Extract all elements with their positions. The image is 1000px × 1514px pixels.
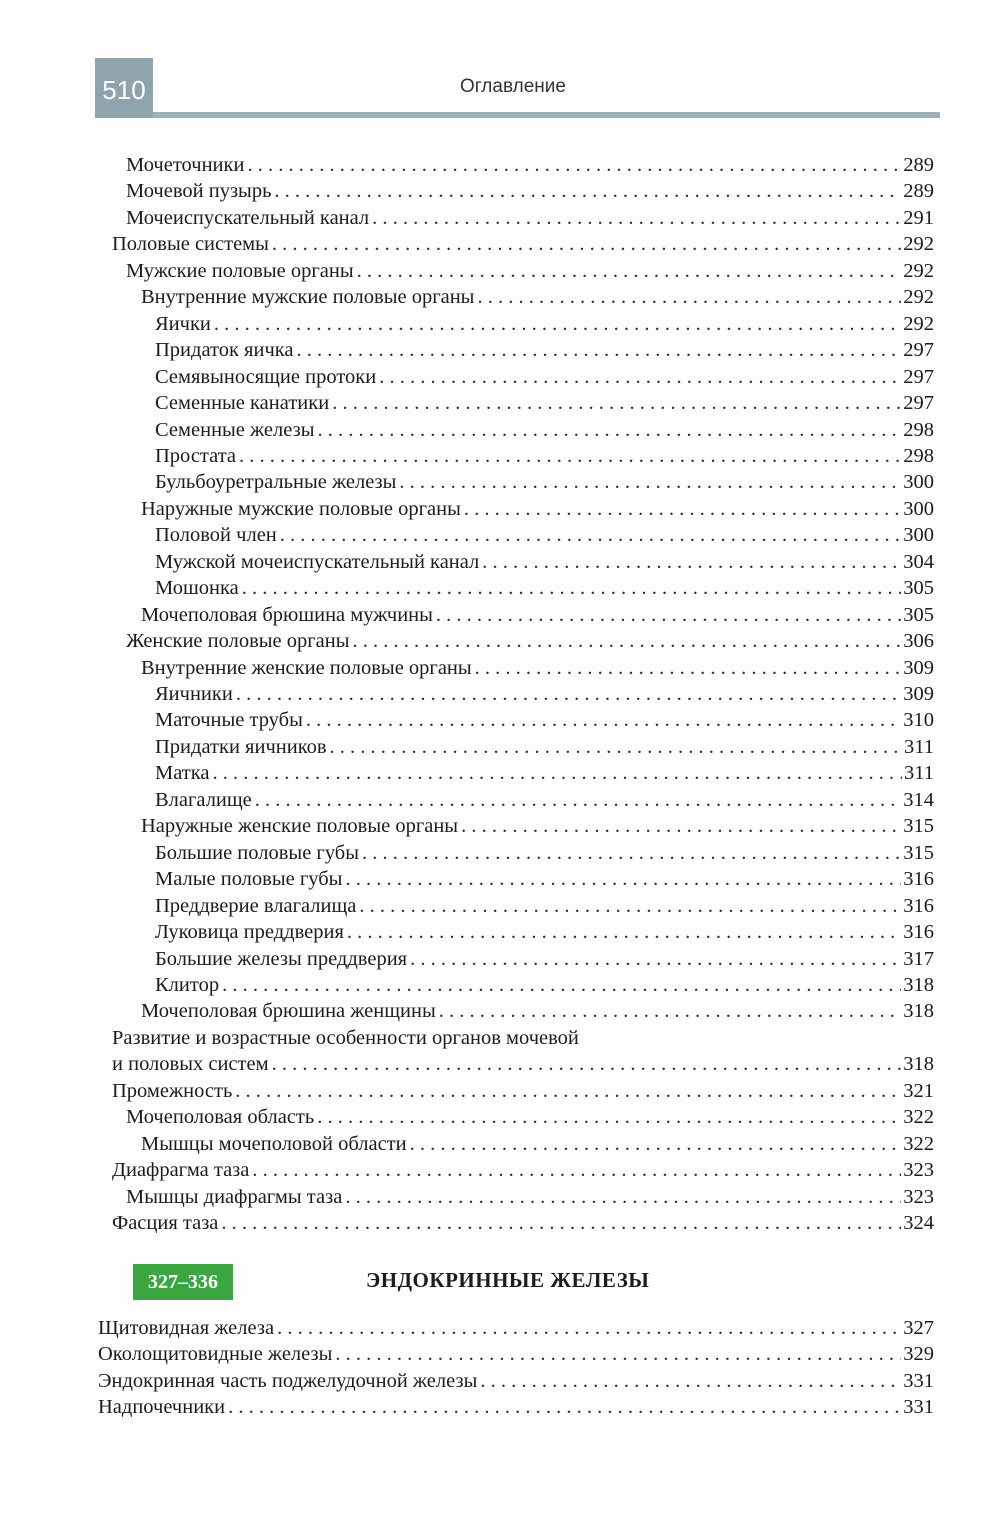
toc-entry-title: Яички (155, 312, 211, 335)
toc-entry (98, 1368, 934, 1394)
toc-entry-title: Надпочечники (98, 1396, 226, 1419)
dot-leader (345, 1184, 901, 1210)
page-number: 510 (95, 58, 153, 118)
dot-leader (221, 1210, 901, 1236)
dot-leader (272, 1051, 902, 1077)
toc-entry-page: 297 (903, 392, 934, 415)
toc-entry (155, 972, 934, 998)
toc-entry-title: Внутренние мужские половые органы (141, 286, 475, 309)
toc-entry-title: Половой член (155, 524, 277, 547)
dot-leader (272, 231, 901, 257)
toc-entry (141, 813, 934, 839)
dot-leader (480, 1368, 901, 1394)
toc-entry-title: Диафрагма таза (112, 1159, 250, 1182)
toc-entry-page: 292 (903, 286, 934, 309)
toc-entry (155, 919, 934, 945)
toc-entry-page: 309 (903, 656, 934, 679)
dot-leader (359, 893, 901, 919)
dot-leader (332, 390, 901, 416)
toc-entry (141, 655, 934, 681)
running-header (95, 58, 940, 118)
dot-leader (357, 258, 902, 284)
toc-entry (126, 152, 934, 178)
dot-leader (436, 602, 901, 628)
dot-leader (317, 417, 901, 443)
toc-entry-title: Внутренние женские половые органы (141, 656, 472, 679)
dot-leader (410, 946, 901, 972)
toc-entry-page: 300 (903, 471, 934, 494)
toc-entry-page: 292 (903, 259, 934, 282)
toc-entry-page: 298 (903, 418, 934, 441)
toc-entry-page: 304 (903, 550, 934, 573)
toc-entry (155, 734, 934, 760)
toc-entry (155, 443, 934, 469)
toc-entry-title: и половых систем (112, 1053, 269, 1076)
toc-entry-page: 324 (903, 1212, 934, 1234)
dot-leader (477, 284, 901, 310)
toc-entry-title: Мочеиспускательный канал (126, 206, 370, 229)
toc-entry (98, 1341, 934, 1367)
toc-entry-page: 310 (903, 709, 934, 732)
toc-entry-page: 316 (903, 894, 934, 917)
toc-entry-title: Простата (155, 444, 236, 467)
toc-entry (155, 311, 934, 337)
toc-entry-page: 318 (903, 1000, 934, 1023)
dot-leader (362, 840, 901, 866)
toc-entry-page: 314 (903, 788, 934, 811)
toc-entry (98, 1315, 934, 1341)
toc-entry-page: 297 (903, 365, 934, 388)
toc-entry-title: Придатки яичников (155, 735, 327, 758)
toc-entry (126, 205, 934, 231)
toc-entry-title: Эндокринная часть поджелудочной железы (98, 1369, 478, 1392)
toc-entry (126, 1184, 934, 1210)
dot-leader (482, 549, 901, 575)
dot-leader (242, 575, 902, 601)
dot-leader (247, 152, 901, 178)
toc-entry-title: Промежность (112, 1079, 233, 1102)
toc-entry (112, 1051, 934, 1077)
toc-entry (155, 840, 934, 866)
toc-entry-page: 289 (903, 180, 934, 203)
toc-entry-page: 289 (903, 154, 934, 176)
toc-entry-title: Семенные железы (155, 418, 315, 441)
toc-entry-title: Мочевой пузырь (126, 180, 272, 203)
toc-entry-title: Мочеполовая брюшина мужчины (141, 603, 433, 626)
toc-entry-page: 317 (903, 947, 934, 970)
toc-entry-title: Бульбоуретральные железы (155, 471, 397, 494)
dot-leader (235, 1078, 901, 1104)
toc-entry-page: 311 (904, 735, 934, 758)
toc-entry-title: Мочеполовая брюшина женщины (141, 1000, 436, 1023)
toc-entry-page: 311 (904, 762, 934, 785)
toc-entry-page: 327 (903, 1317, 934, 1339)
toc-entry (155, 469, 934, 495)
dot-leader (461, 813, 901, 839)
toc-entry-page: 316 (903, 921, 934, 944)
toc-entry-page: 316 (903, 868, 934, 891)
toc-entry (155, 866, 934, 892)
toc-entry-page: 318 (903, 1053, 934, 1076)
dot-leader (330, 734, 902, 760)
toc-entry-page: 321 (903, 1079, 934, 1102)
toc-entry-page: 292 (903, 312, 934, 335)
toc-entry (112, 231, 934, 257)
toc-entry-title: Семенные канатики (155, 392, 330, 415)
dot-leader (347, 919, 901, 945)
dot-leader (236, 681, 901, 707)
toc-entry-title: Матка (155, 762, 210, 785)
dot-leader (297, 337, 902, 363)
toc-entry (126, 258, 934, 284)
toc-entry-page: 291 (903, 206, 934, 229)
toc-entry (155, 522, 934, 548)
toc-entry (155, 681, 934, 707)
toc-entry (155, 417, 934, 443)
toc-entry (141, 602, 934, 628)
dot-leader (317, 1104, 901, 1130)
dot-leader (475, 655, 902, 681)
dot-leader (228, 1394, 901, 1420)
dot-leader (239, 443, 901, 469)
toc-entry (155, 549, 934, 575)
toc-entry-title: Наружные женские половые органы (141, 815, 459, 838)
toc-entry-title: Мошонка (155, 577, 239, 600)
toc-entry-page: 305 (903, 603, 934, 626)
toc-entry-page: 323 (903, 1185, 934, 1208)
section-page-range-badge: 327–336 (133, 1264, 233, 1300)
toc-entry (141, 284, 934, 310)
dot-leader (399, 469, 901, 495)
toc-entry (155, 575, 934, 601)
toc-entry (141, 1131, 934, 1157)
toc-entry-title: Луковица преддверия (155, 921, 344, 944)
toc-entry-title: Мышцы мочеполовой области (141, 1132, 407, 1155)
toc-entry-page: 323 (903, 1159, 934, 1182)
toc-entry-title: Яичники (155, 683, 233, 705)
dot-leader (214, 311, 901, 337)
toc-entry (141, 998, 934, 1024)
section-title: ЭНДОКРИННЫЕ ЖЕЛЕЗЫ (366, 1268, 650, 1292)
toc-entry-title: Мужские половые органы (126, 259, 354, 282)
dot-leader (439, 998, 902, 1024)
dot-leader (335, 1341, 901, 1367)
toc-entry-page: 300 (903, 497, 934, 520)
toc-entry (155, 390, 934, 416)
dot-leader (379, 364, 901, 390)
dot-leader (306, 707, 901, 733)
dot-leader (213, 760, 902, 786)
toc-entry (141, 496, 934, 522)
toc-entry-title: Преддверие влагалища (155, 894, 357, 917)
dot-leader (353, 628, 902, 654)
toc-entry-page: 315 (903, 815, 934, 838)
toc-entry-title: Щитовидная железа (98, 1317, 275, 1339)
toc-entry (155, 364, 934, 390)
toc-entry (126, 628, 934, 654)
dot-leader (345, 866, 901, 892)
toc-entry (155, 707, 934, 733)
toc-entry-title: Мышцы диафрагмы таза (126, 1185, 343, 1208)
dot-leader (280, 522, 901, 548)
toc-entry-page: 331 (903, 1369, 934, 1392)
toc-entry-title: Половые системы (112, 233, 269, 256)
running-title: Оглавление (460, 76, 566, 97)
toc-entry-title: Наружные мужские половые органы (141, 497, 461, 520)
toc-entry-title: Придаток яичка (155, 339, 294, 362)
toc-entry-title: Семявыносящие протоки (155, 365, 377, 388)
toc-entry-title: Большие железы преддверия (155, 947, 408, 970)
toc-entry-title: Околощитовидные железы (98, 1343, 333, 1366)
toc-entry-page: 297 (903, 339, 934, 362)
toc-entry (155, 893, 934, 919)
dot-leader (252, 1157, 901, 1183)
toc-entry-page: 331 (903, 1396, 934, 1419)
toc-entry-page: 322 (903, 1106, 934, 1129)
toc-entry-title: Мочеточники (126, 154, 245, 176)
dot-leader (255, 787, 901, 813)
toc-entry-page: 322 (903, 1132, 934, 1155)
toc-entry (155, 787, 934, 813)
toc-entry (155, 946, 934, 972)
toc-entry-page: 309 (903, 683, 934, 705)
toc-entry (126, 178, 934, 204)
dot-leader (274, 178, 901, 204)
toc-entry-title: Женские половые органы (126, 630, 350, 653)
toc-entry (155, 337, 934, 363)
toc-entry-page: 298 (903, 444, 934, 467)
toc-entry-page: 305 (903, 577, 934, 600)
toc-entry-page: 292 (903, 233, 934, 256)
toc-entry-title: Влагалище (155, 788, 252, 811)
dot-leader (410, 1131, 902, 1157)
toc-entry-title: Развитие и возрастные особенности органов мочевой (112, 1026, 579, 1049)
toc-entry-page: 318 (903, 973, 934, 996)
toc-entry (155, 760, 934, 786)
toc-entry-title: Клитор (155, 973, 220, 996)
toc-entry (112, 1210, 934, 1236)
dot-leader (277, 1315, 901, 1341)
toc-entry-title: Мочеполовая область (126, 1106, 315, 1129)
dot-leader (464, 496, 901, 522)
dot-leader (372, 205, 901, 231)
toc-entry-title: Малые половые губы (155, 868, 343, 891)
toc-entry-page: 300 (903, 524, 934, 547)
toc-entry-title: Фасция таза (112, 1212, 219, 1234)
toc-entry (112, 1025, 934, 1051)
toc-entry (112, 1078, 934, 1104)
toc-entry-page: 329 (903, 1343, 934, 1366)
toc-entry (98, 1394, 934, 1420)
toc-entry-page: 315 (903, 841, 934, 864)
dot-leader (222, 972, 901, 998)
header-rule (153, 112, 940, 118)
toc-entry-page: 306 (903, 630, 934, 653)
toc-entry-title: Большие половые губы (155, 841, 360, 864)
toc-entry-title: Маточные трубы (155, 709, 303, 732)
toc-entry (112, 1157, 934, 1183)
toc-entry-title: Мужской мочеиспускательный канал (155, 550, 480, 573)
toc-entry (126, 1104, 934, 1130)
